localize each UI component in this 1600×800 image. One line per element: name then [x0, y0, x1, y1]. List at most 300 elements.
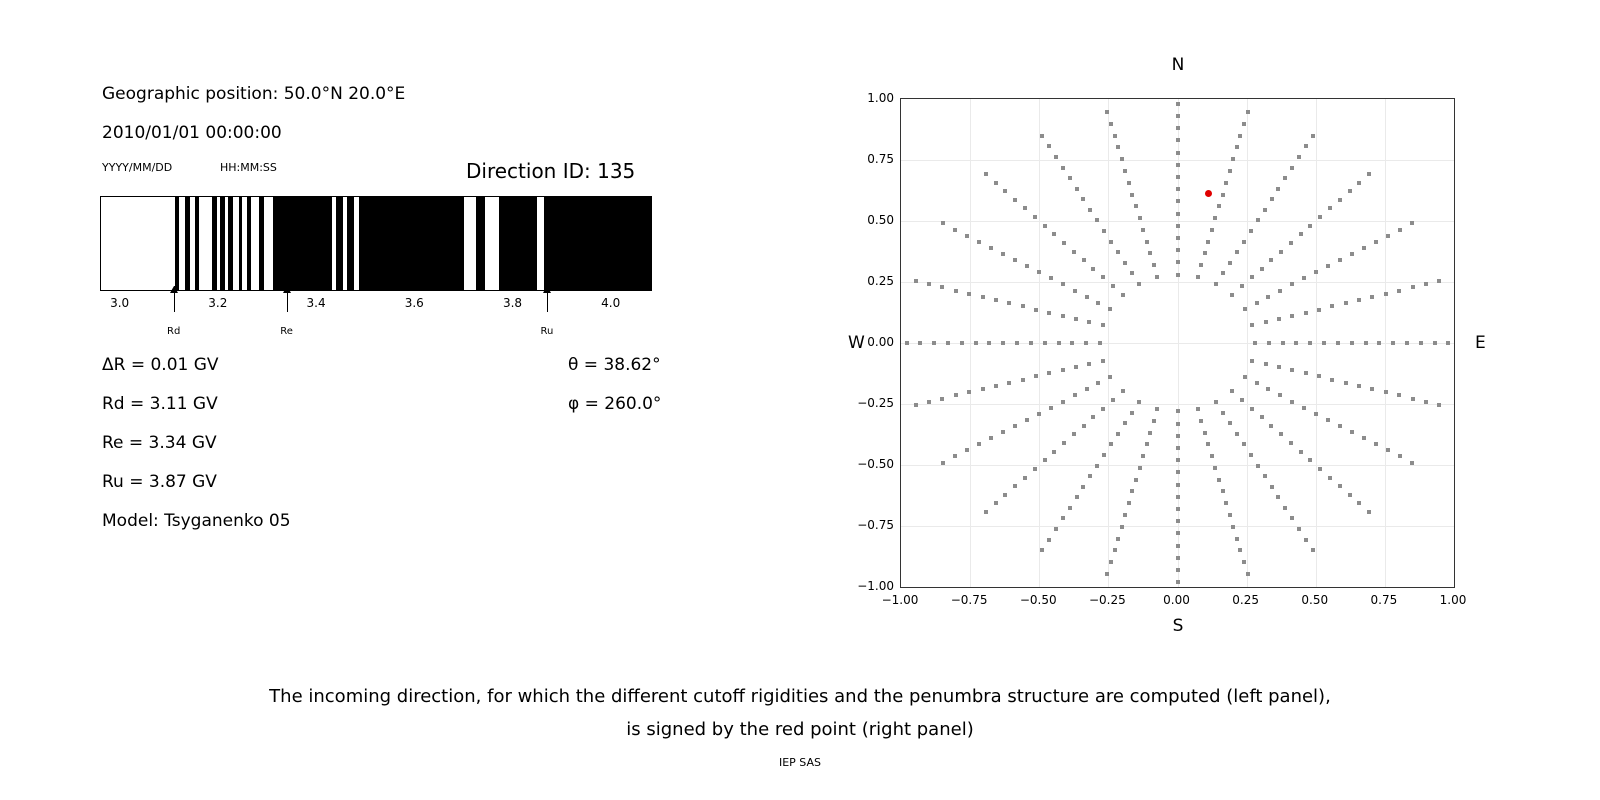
direction-point	[1317, 374, 1321, 378]
direction-point	[1176, 248, 1180, 252]
direction-point	[1116, 432, 1120, 436]
direction-point	[1277, 365, 1281, 369]
footer-label: IEP SAS	[778, 756, 822, 769]
direction-point	[981, 387, 985, 391]
direction-point	[1130, 411, 1134, 415]
direction-point	[1127, 181, 1131, 185]
direction-point	[1326, 264, 1330, 268]
direction-point	[994, 384, 998, 388]
direction-point	[1364, 341, 1368, 345]
sky-x-tick-label: 0.50	[1301, 593, 1329, 607]
penumbra-forbidden-band	[228, 197, 232, 290]
direction-point	[1250, 323, 1254, 327]
direction-point	[1228, 421, 1232, 425]
direction-point	[1116, 537, 1120, 541]
direction-point	[1054, 155, 1058, 159]
direction-point	[1072, 250, 1076, 254]
direction-point	[981, 295, 985, 299]
direction-point	[1266, 387, 1270, 391]
direction-point	[1047, 538, 1051, 542]
direction-point	[1176, 544, 1180, 548]
direction-point	[1384, 292, 1388, 296]
direction-point	[1123, 261, 1127, 265]
direction-point	[1111, 398, 1115, 402]
direction-point	[1362, 246, 1366, 250]
direction-point	[1001, 341, 1005, 345]
direction-point	[1405, 341, 1409, 345]
direction-point	[1123, 169, 1127, 173]
direction-point	[1081, 485, 1085, 489]
direction-point	[1290, 516, 1294, 520]
direction-point	[1294, 341, 1298, 345]
sky-direction-panel	[830, 55, 1530, 655]
direction-point	[1095, 218, 1099, 222]
phi-value: φ = 260.0°	[568, 394, 662, 414]
direction-point	[1013, 484, 1017, 488]
direction-point	[941, 461, 945, 465]
direction-point	[1176, 102, 1180, 106]
direction-point	[1231, 525, 1235, 529]
sky-y-tick-label: −0.50	[857, 457, 894, 471]
direction-point	[1217, 204, 1221, 208]
direction-point	[1061, 282, 1065, 286]
direction-point	[1196, 407, 1200, 411]
direction-point	[1221, 411, 1225, 415]
direction-point	[1127, 501, 1131, 505]
sky-x-tick-label: −0.25	[1088, 593, 1126, 607]
direction-point	[994, 501, 998, 505]
direction-point	[1138, 216, 1142, 220]
penumbra-forbidden-band	[195, 197, 199, 290]
direction-point	[1290, 166, 1294, 170]
direction-point	[1386, 234, 1390, 238]
sky-x-tick-label: 0.25	[1232, 593, 1259, 607]
direction-point	[1176, 531, 1180, 535]
penumbra-forbidden-band	[259, 197, 264, 290]
direction-point	[1304, 311, 1308, 315]
direction-point	[1049, 406, 1053, 410]
direction-point	[1210, 454, 1214, 458]
ru-value: Ru = 3.87 GV	[102, 472, 217, 492]
sky-x-tick-label: −1.00	[881, 593, 919, 607]
penumbra-marker-re	[287, 286, 288, 312]
direction-point	[1123, 421, 1127, 425]
direction-point	[1231, 157, 1235, 161]
penumbra-marker-rd	[174, 286, 175, 312]
sky-x-tick-label: 0.75	[1370, 593, 1398, 607]
penumbra-forbidden-band	[359, 197, 465, 290]
penumbra-x-tick-label: 3.2	[208, 296, 228, 310]
direction-point	[1037, 412, 1041, 416]
direction-point	[977, 442, 981, 446]
direction-point	[965, 448, 969, 452]
direction-point	[1082, 258, 1086, 262]
direction-point	[1137, 282, 1141, 286]
direction-point	[1424, 400, 1428, 404]
direction-point	[1250, 407, 1254, 411]
direction-point	[918, 341, 922, 345]
direction-point	[1302, 406, 1306, 410]
compass-east-label: E	[1475, 333, 1486, 353]
direction-point	[1074, 317, 1078, 321]
penumbra-forbidden-band	[347, 197, 354, 290]
penumbra-forbidden-band	[212, 197, 217, 290]
direction-point	[1290, 314, 1294, 318]
direction-point	[1084, 341, 1088, 345]
direction-point	[1419, 341, 1423, 345]
direction-point	[1062, 441, 1066, 445]
direction-point	[1242, 560, 1246, 564]
direction-point	[1061, 516, 1065, 520]
direction-point	[1199, 419, 1203, 423]
direction-point	[1336, 341, 1340, 345]
penumbra-x-tick-label: 4.0	[601, 296, 621, 310]
direction-point	[1074, 365, 1078, 369]
direction-point	[940, 285, 944, 289]
direction-point	[989, 436, 993, 440]
direction-point	[1176, 556, 1180, 560]
direction-point	[1314, 270, 1318, 274]
direction-point	[1109, 240, 1113, 244]
direction-point	[1290, 400, 1294, 404]
direction-point	[1025, 418, 1029, 422]
direction-point	[1350, 430, 1354, 434]
direction-point	[1230, 389, 1234, 393]
direction-point	[1082, 424, 1086, 428]
sky-x-tick-label: −0.50	[1019, 593, 1057, 607]
direction-point	[1338, 484, 1342, 488]
direction-point	[1121, 293, 1125, 297]
direction-point	[1235, 250, 1239, 254]
direction-point	[1040, 548, 1044, 552]
direction-point	[1130, 489, 1134, 493]
direction-point	[984, 172, 988, 176]
direction-point	[1037, 270, 1041, 274]
direction-point	[1348, 493, 1352, 497]
direction-point	[1206, 442, 1210, 446]
penumbra-band-chart	[100, 196, 652, 291]
direction-point	[1260, 267, 1264, 271]
direction-point	[1101, 323, 1105, 327]
direction-point	[1437, 403, 1441, 407]
direction-point	[1120, 525, 1124, 529]
direction-point	[1213, 216, 1217, 220]
direction-point	[1221, 271, 1225, 275]
direction-point	[1068, 506, 1072, 510]
direction-point	[1199, 263, 1203, 267]
direction-point	[1105, 110, 1109, 114]
direction-point	[1314, 412, 1318, 416]
gridline	[901, 343, 1454, 344]
re-value: Re = 3.34 GV	[102, 433, 217, 453]
direction-point	[1281, 341, 1285, 345]
direction-point	[1214, 282, 1218, 286]
direction-point	[1155, 407, 1159, 411]
direction-point	[1246, 572, 1250, 576]
direction-point	[1034, 308, 1038, 312]
gridline	[901, 282, 1454, 283]
direction-point	[1148, 431, 1152, 435]
direction-point	[1145, 240, 1149, 244]
direction-point	[1203, 251, 1207, 255]
direction-point	[1228, 513, 1232, 517]
direction-point	[1437, 279, 1441, 283]
direction-point	[1137, 400, 1141, 404]
direction-point	[967, 292, 971, 296]
sky-scatter-plot	[900, 98, 1455, 588]
direction-point	[1148, 251, 1152, 255]
direction-point	[953, 454, 957, 458]
direction-point	[927, 282, 931, 286]
direction-point	[1210, 228, 1214, 232]
sky-x-tick-label: 0.00	[1163, 593, 1190, 607]
direction-point	[1370, 387, 1374, 391]
direction-point	[1264, 362, 1268, 366]
direction-point	[1308, 224, 1312, 228]
direction-point	[954, 289, 958, 293]
direction-point	[1391, 341, 1395, 345]
direction-point	[1043, 341, 1047, 345]
direction-point	[1328, 206, 1332, 210]
date-format-label: YYYY/MM/DD	[102, 161, 173, 174]
direction-point	[1322, 341, 1326, 345]
direction-point	[1040, 134, 1044, 138]
direction-point	[1250, 359, 1254, 363]
penumbra-x-tick-label: 3.0	[110, 296, 130, 310]
direction-point	[1075, 187, 1079, 191]
direction-point	[1176, 212, 1180, 216]
direction-point	[1025, 264, 1029, 268]
direction-point	[1088, 474, 1092, 478]
direction-point	[1196, 275, 1200, 279]
direction-point	[1243, 307, 1247, 311]
sky-y-tick-label: 0.50	[867, 213, 894, 227]
direction-point	[1091, 415, 1095, 419]
penumbra-marker-label-rd: Rd	[167, 326, 181, 337]
direction-point	[1249, 229, 1253, 233]
direction-point	[1061, 400, 1065, 404]
direction-point	[1145, 442, 1149, 446]
direction-point	[1338, 258, 1342, 262]
direction-point	[1230, 293, 1234, 297]
direction-point	[984, 510, 988, 514]
direction-point	[1061, 166, 1065, 170]
direction-point	[1013, 424, 1017, 428]
penumbra-x-tick-label: 3.4	[306, 296, 326, 310]
direction-point	[932, 341, 936, 345]
direction-point	[1007, 301, 1011, 305]
direction-point	[1410, 221, 1414, 225]
direction-point	[1152, 419, 1156, 423]
direction-point	[960, 341, 964, 345]
direction-point	[1397, 289, 1401, 293]
direction-point	[967, 390, 971, 394]
direction-point	[1054, 527, 1058, 531]
gridline	[901, 526, 1454, 527]
direction-point	[1096, 301, 1100, 305]
datetime-label: 2010/01/01 00:00:00	[102, 123, 282, 143]
direction-point	[1029, 341, 1033, 345]
direction-point	[1308, 341, 1312, 345]
direction-point	[1344, 381, 1348, 385]
direction-point	[954, 393, 958, 397]
direction-point	[1311, 134, 1315, 138]
direction-point	[1246, 110, 1250, 114]
direction-point	[1290, 282, 1294, 286]
penumbra-forbidden-band	[175, 197, 179, 290]
rd-value: Rd = 3.11 GV	[102, 394, 218, 414]
direction-point	[1299, 232, 1303, 236]
direction-point	[1176, 422, 1180, 426]
direction-point	[1269, 424, 1273, 428]
direction-point	[1007, 381, 1011, 385]
direction-point	[1214, 400, 1218, 404]
direction-point	[1304, 144, 1308, 148]
direction-point	[1013, 258, 1017, 262]
direction-point	[1121, 389, 1125, 393]
direction-point	[1068, 176, 1072, 180]
direction-point	[1410, 461, 1414, 465]
direction-point	[1003, 189, 1007, 193]
direction-point	[1098, 341, 1102, 345]
direction-point	[1318, 215, 1322, 219]
direction-point	[1134, 478, 1138, 482]
direction-point	[1081, 197, 1085, 201]
direction-point	[1213, 466, 1217, 470]
penumbra-marker-ru	[547, 286, 548, 312]
direction-point	[1357, 501, 1361, 505]
direction-point	[1116, 145, 1120, 149]
direction-point	[1299, 450, 1303, 454]
direction-point	[1176, 580, 1180, 584]
direction-point	[1290, 368, 1294, 372]
direction-point	[940, 397, 944, 401]
geographic-position-label: Geographic position: 50.0°N 20.0°E	[102, 84, 406, 104]
direction-point	[1238, 548, 1242, 552]
direction-point	[1344, 301, 1348, 305]
direction-point	[1330, 304, 1334, 308]
direction-point	[1061, 368, 1065, 372]
direction-point	[1155, 275, 1159, 279]
direction-point	[1357, 181, 1361, 185]
direction-point	[1238, 134, 1242, 138]
direction-point	[1240, 398, 1244, 402]
direction-point	[1013, 198, 1017, 202]
direction-point	[1088, 208, 1092, 212]
direction-point	[987, 341, 991, 345]
direction-point	[1370, 295, 1374, 299]
direction-point	[1102, 453, 1106, 457]
sky-y-tick-label: 0.00	[867, 335, 894, 349]
direction-point	[1270, 485, 1274, 489]
direction-point	[1176, 434, 1180, 438]
penumbra-forbidden-band	[336, 197, 343, 290]
delta-r-value: ΔR = 0.01 GV	[102, 355, 219, 375]
direction-point	[1101, 407, 1105, 411]
direction-point	[1034, 374, 1038, 378]
direction-point	[1130, 271, 1134, 275]
direction-point	[1328, 476, 1332, 480]
direction-point	[1061, 314, 1065, 318]
direction-point	[1108, 307, 1112, 311]
direction-point	[1348, 189, 1352, 193]
direction-point	[1085, 387, 1089, 391]
direction-point	[965, 234, 969, 238]
direction-point	[1109, 122, 1113, 126]
direction-point	[1176, 260, 1180, 264]
direction-point	[1374, 442, 1378, 446]
direction-point	[1250, 275, 1254, 279]
direction-point	[1277, 317, 1281, 321]
direction-point	[1304, 538, 1308, 542]
sky-x-tick-label: 1.00	[1439, 593, 1467, 607]
direction-point	[1120, 157, 1124, 161]
direction-point	[1270, 197, 1274, 201]
direction-point	[1176, 483, 1180, 487]
direction-point	[1398, 228, 1402, 232]
sky-y-tick-label: 1.00	[867, 91, 894, 105]
direction-point	[1101, 275, 1105, 279]
penumbra-marker-label-ru: Ru	[540, 326, 554, 337]
direction-point	[1073, 393, 1077, 397]
direction-point	[1256, 464, 1260, 468]
direction-point	[1047, 144, 1051, 148]
penumbra-forbidden-band	[247, 197, 250, 290]
direction-point	[1087, 362, 1091, 366]
direction-point	[1073, 289, 1077, 293]
direction-point	[1338, 424, 1342, 428]
direction-point	[1111, 284, 1115, 288]
direction-point	[1096, 381, 1100, 385]
direction-point	[1367, 172, 1371, 176]
direction-point	[1176, 495, 1180, 499]
penumbra-forbidden-band	[476, 197, 485, 290]
direction-point	[1357, 298, 1361, 302]
direction-point	[1138, 466, 1142, 470]
direction-point	[1235, 145, 1239, 149]
direction-point	[989, 246, 993, 250]
sky-y-tick-label: −0.75	[857, 518, 894, 532]
gridline	[901, 465, 1454, 466]
direction-point	[1249, 453, 1253, 457]
direction-point	[1091, 267, 1095, 271]
direction-point	[1266, 295, 1270, 299]
direction-point	[1176, 470, 1180, 474]
direction-point	[1116, 250, 1120, 254]
direction-point	[1221, 489, 1225, 493]
direction-point	[1264, 320, 1268, 324]
direction-point	[1095, 464, 1099, 468]
sky-x-tick-label: −0.75	[950, 593, 988, 607]
penumbra-forbidden-band	[185, 197, 190, 290]
direction-point	[1075, 495, 1079, 499]
direction-point	[1263, 208, 1267, 212]
direction-point	[1224, 501, 1228, 505]
direction-point	[1049, 276, 1053, 280]
direction-point	[1176, 236, 1180, 240]
penumbra-marker-label-re: Re	[280, 326, 293, 337]
gridline	[901, 160, 1454, 161]
direction-point	[946, 341, 950, 345]
penumbra-forbidden-band	[239, 197, 242, 290]
direction-point	[1224, 181, 1228, 185]
direction-point	[1152, 263, 1156, 267]
direction-point	[1021, 304, 1025, 308]
direction-point	[1424, 282, 1428, 286]
direction-point	[1278, 393, 1282, 397]
direction-point	[1176, 138, 1180, 142]
direction-point	[1109, 560, 1113, 564]
